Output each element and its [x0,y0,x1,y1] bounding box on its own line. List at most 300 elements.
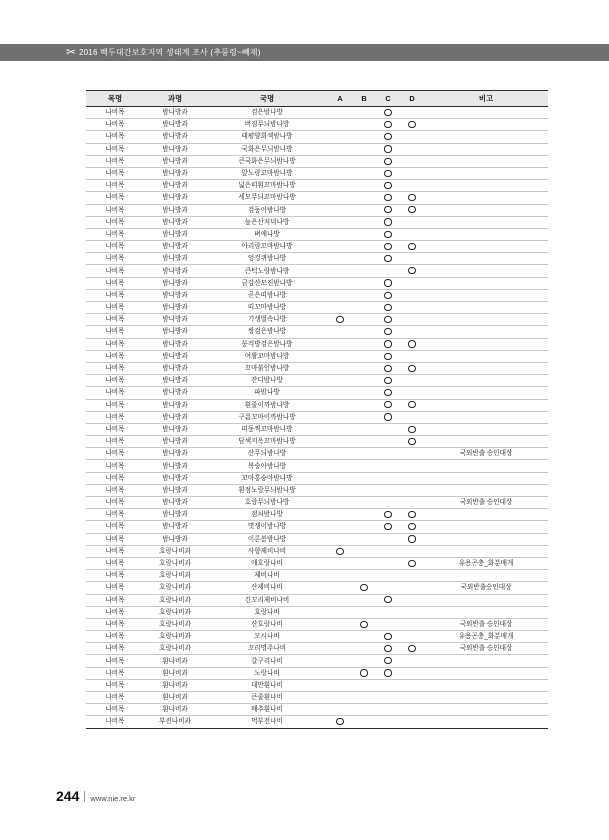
cell-species: 꼬마붉인밤나방 [206,362,328,374]
cell-species: 뭉걱방검은밤나방 [206,338,328,350]
cell-family: 밤나방과 [144,484,206,496]
cell-species: 큰국화은무늬밤나방 [206,155,328,167]
cell-note [424,131,548,143]
cell-mark-c [376,399,400,411]
mark-circle [336,316,343,323]
cell-mark-b [352,497,376,509]
mark-circle [408,267,415,274]
cell-family: 흰나비과 [144,655,206,667]
table-row [86,679,548,691]
cell-mark-c [376,582,400,594]
cell-mark-a [328,399,352,411]
cell-order: 나비목 [86,582,144,594]
mark-circle [384,158,391,165]
cell-mark-a [328,448,352,460]
cell-mark-b [352,594,376,606]
cell-mark-a [328,557,352,569]
mark-circle [408,365,415,372]
cell-mark-b [352,143,376,155]
cell-family: 밤나방과 [144,204,206,216]
mark-circle [384,328,391,335]
cell-mark-c [376,436,400,448]
cell-mark-b [352,484,376,496]
cell-mark-b [352,253,376,265]
cell-order: 나비목 [86,679,144,691]
cell-family: 밤나방과 [144,265,206,277]
cell-family: 밤나방과 [144,131,206,143]
cell-order: 나비목 [86,655,144,667]
cell-species: 꼬마홍숭아밤나방 [206,472,328,484]
cell-mark-b [352,448,376,460]
cell-family: 밤나방과 [144,253,206,265]
cell-mark-b [352,107,376,119]
cell-species: 띠꼬마밤나방 [206,302,328,314]
cell-mark-c [376,557,400,569]
cell-family: 흰나비과 [144,679,206,691]
cell-mark-b [352,119,376,131]
cell-order: 나비목 [86,594,144,606]
cell-order: 나비목 [86,643,144,655]
cell-note [424,167,548,179]
cell-mark-c [376,692,400,704]
cell-family: 호랑나비과 [144,570,206,582]
mark-circle [384,304,391,311]
cell-mark-a [328,277,352,289]
cell-mark-b [352,606,376,618]
cell-mark-d [400,716,424,728]
mark-circle [384,231,391,238]
table-row [86,423,548,435]
cell-species: 산호랑나비 [206,618,328,630]
cell-order: 나비목 [86,350,144,362]
cell-mark-c [376,107,400,119]
cell-mark-d [400,582,424,594]
cell-order: 나비목 [86,448,144,460]
cell-mark-c [376,448,400,460]
cell-mark-d [400,228,424,240]
cell-species: 잔디밤나방 [206,375,328,387]
cell-order: 나비목 [86,119,144,131]
column-header-species: 국명 [206,91,328,107]
cell-mark-b [352,533,376,545]
cell-mark-a [328,314,352,326]
cell-order: 나비목 [86,155,144,167]
cell-species: 큰줄흰나비 [206,692,328,704]
slash-icon: ✂ [66,45,77,59]
cell-order: 나비목 [86,545,144,557]
cell-mark-c [376,618,400,630]
cell-mark-d [400,253,424,265]
cell-order: 나비목 [86,387,144,399]
cell-family: 호랑나비과 [144,606,206,618]
table-row [86,289,548,301]
cell-species: 배추흰나비 [206,704,328,716]
table-row [86,143,548,155]
cell-species: 몃쟁이밤나방 [206,521,328,533]
mark-circle [360,621,367,628]
cell-mark-c [376,716,400,728]
cell-mark-d [400,387,424,399]
cell-mark-a [328,679,352,691]
cell-mark-d [400,557,424,569]
cell-mark-a [328,667,352,679]
mark-circle [384,218,391,225]
cell-mark-d [400,180,424,192]
cell-mark-c [376,423,400,435]
cell-species: 제비나비 [206,570,328,582]
cell-note [424,375,548,387]
cell-order: 나비목 [86,338,144,350]
table-row [86,180,548,192]
cell-mark-a [328,180,352,192]
cell-mark-c [376,265,400,277]
table-row [86,192,548,204]
cell-mark-a [328,302,352,314]
cell-mark-b [352,692,376,704]
cell-mark-a [328,253,352,265]
cell-mark-c [376,472,400,484]
cell-mark-d [400,143,424,155]
cell-mark-b [352,350,376,362]
cell-note [424,399,548,411]
footer-divider [84,791,85,802]
mark-circle [336,548,343,555]
cell-family: 밤나방과 [144,167,206,179]
cell-mark-a [328,509,352,521]
cell-mark-c [376,228,400,240]
cell-species: 갈구리나비 [206,655,328,667]
cell-order: 나비목 [86,143,144,155]
cell-mark-d [400,107,424,119]
column-header-order: 목명 [86,91,144,107]
cell-species: 흰점노랑무늬밤나방 [206,484,328,496]
mark-circle [336,718,343,725]
mark-circle [384,170,391,177]
cell-family: 밤나방과 [144,277,206,289]
cell-order: 나비목 [86,326,144,338]
mark-circle [408,645,415,652]
cell-mark-d [400,326,424,338]
table-row [86,472,548,484]
cell-mark-c [376,533,400,545]
table-row [86,277,548,289]
cell-mark-a [328,472,352,484]
cell-mark-d [400,350,424,362]
cell-mark-b [352,667,376,679]
cell-mark-b [352,436,376,448]
cell-note [424,302,548,314]
cell-family: 밤나방과 [144,399,206,411]
cell-species: 파밤나방 [206,387,328,399]
cell-mark-b [352,155,376,167]
cell-mark-a [328,131,352,143]
cell-species: 버짐무늬밤나방 [206,119,328,131]
cell-species: 이른봄밤나방 [206,533,328,545]
cell-mark-b [352,131,376,143]
cell-family: 밤나방과 [144,107,206,119]
cell-mark-b [352,302,376,314]
mark-circle [408,194,415,201]
cell-mark-c [376,338,400,350]
cell-mark-b [352,679,376,691]
cell-species: 금강산모진밤나방 [206,277,328,289]
cell-mark-b [352,655,376,667]
cell-species: 국화은무늬밤나방 [206,143,328,155]
mark-circle [360,669,367,676]
cell-family: 호랑나비과 [144,545,206,557]
cell-mark-a [328,167,352,179]
cell-mark-a [328,375,352,387]
cell-mark-c [376,241,400,253]
cell-family: 밤나방과 [144,119,206,131]
cell-order: 나비목 [86,618,144,630]
cell-mark-d [400,460,424,472]
cell-note [424,107,548,119]
cell-species: 흰줄이까밤나방 [206,399,328,411]
cell-note [424,277,548,289]
cell-mark-c [376,497,400,509]
cell-species: 긴꼬리제비나비 [206,594,328,606]
mark-circle [384,353,391,360]
table-row [86,375,548,387]
cell-order: 나비목 [86,521,144,533]
cell-mark-a [328,631,352,643]
cell-mark-d [400,594,424,606]
table-row [86,399,548,411]
cell-mark-b [352,509,376,521]
cell-family: 밤나방과 [144,350,206,362]
cell-note [424,472,548,484]
table-header-row [86,91,548,107]
cell-note [424,289,548,301]
cell-mark-d [400,521,424,533]
cell-family: 흰나비과 [144,704,206,716]
mark-circle [408,121,415,128]
cell-mark-d [400,167,424,179]
cell-note [424,704,548,716]
cell-mark-b [352,716,376,728]
cell-order: 나비목 [86,375,144,387]
table-row [86,618,548,630]
cell-order: 나비목 [86,302,144,314]
mark-circle [384,633,391,640]
cell-mark-d [400,277,424,289]
cell-mark-d [400,667,424,679]
cell-order: 나비목 [86,180,144,192]
cell-mark-c [376,119,400,131]
cell-family: 밤나방과 [144,241,206,253]
cell-species: 검은밤나방 [206,107,328,119]
cell-mark-d [400,606,424,618]
cell-mark-a [328,387,352,399]
cell-note [424,716,548,728]
cell-mark-b [352,326,376,338]
species-table [86,90,548,729]
cell-species: 벼애나방 [206,228,328,240]
cell-note [424,570,548,582]
cell-species: 여왕꼬마밤나방 [206,350,328,362]
mark-circle [384,255,391,262]
cell-order: 나비목 [86,423,144,435]
cell-species: 검둥이밤나방 [206,204,328,216]
cell-species: 대만흰나비 [206,679,328,691]
cell-mark-c [376,216,400,228]
cell-family: 밤나방과 [144,228,206,240]
cell-mark-d [400,545,424,557]
cell-family: 밤나방과 [144,387,206,399]
cell-mark-b [352,460,376,472]
cell-mark-c [376,521,400,533]
cell-mark-c [376,326,400,338]
cell-order: 나비목 [86,667,144,679]
cell-note [424,545,548,557]
table-row [86,131,548,143]
cell-mark-c [376,667,400,679]
cell-mark-b [352,289,376,301]
cell-mark-a [328,692,352,704]
mark-circle [360,584,367,591]
cell-family: 밤나방과 [144,180,206,192]
cell-species: 쌍검은밤나방 [206,326,328,338]
table-row [86,302,548,314]
cell-family: 밤나방과 [144,436,206,448]
cell-note: 유용곤충_화분매개 [424,557,548,569]
cell-mark-d [400,472,424,484]
cell-mark-b [352,472,376,484]
column-header-family: 과명 [144,91,206,107]
cell-mark-d [400,704,424,716]
cell-mark-b [352,570,376,582]
cell-mark-d [400,338,424,350]
cell-family: 밤나방과 [144,460,206,472]
table-row [86,387,548,399]
mark-circle [384,523,391,530]
cell-mark-c [376,204,400,216]
cell-species: 곧은띠밤나방 [206,289,328,301]
cell-note [424,192,548,204]
cell-mark-d [400,204,424,216]
cell-mark-c [376,411,400,423]
cell-mark-d [400,155,424,167]
cell-family: 밤나방과 [144,472,206,484]
cell-mark-a [328,192,352,204]
cell-mark-b [352,399,376,411]
table-row [86,631,548,643]
mark-circle [384,401,391,408]
column-header-b: B [352,91,376,107]
cell-mark-c [376,570,400,582]
cell-mark-a [328,704,352,716]
cell-mark-d [400,509,424,521]
cell-order: 나비목 [86,716,144,728]
cell-species: 구름꼬마이까밤나방 [206,411,328,423]
cell-family: 밤나방과 [144,375,206,387]
table-row [86,557,548,569]
cell-mark-d [400,436,424,448]
cell-mark-c [376,155,400,167]
mark-circle [408,560,415,567]
cell-note [424,423,548,435]
table-row [86,167,548,179]
cell-family: 흰나비과 [144,692,206,704]
mark-circle [384,145,391,152]
cell-mark-a [328,326,352,338]
cell-mark-d [400,484,424,496]
cell-mark-a [328,204,352,216]
cell-mark-c [376,679,400,691]
mark-circle [408,340,415,347]
cell-mark-c [376,594,400,606]
cell-mark-c [376,143,400,155]
cell-species: 산무늬밤나방 [206,448,328,460]
table-row [86,509,548,521]
species-table-body [86,107,548,729]
cell-mark-a [328,582,352,594]
table-row [86,228,548,240]
cell-species: 애호랑나비 [206,557,328,569]
cell-mark-d [400,265,424,277]
cell-mark-a [328,484,352,496]
cell-mark-b [352,631,376,643]
cell-mark-d [400,618,424,630]
mark-circle [408,243,415,250]
cell-family: 밤나방과 [144,411,206,423]
cell-family: 밤나방과 [144,302,206,314]
cell-mark-b [352,521,376,533]
table-row [86,643,548,655]
cell-family: 밤나방과 [144,314,206,326]
cell-order: 나비목 [86,411,144,423]
cell-mark-d [400,192,424,204]
cell-mark-a [328,423,352,435]
mark-circle [384,279,391,286]
cell-mark-b [352,375,376,387]
cell-mark-a [328,436,352,448]
table-row [86,570,548,582]
cell-species: 산제비나비 [206,582,328,594]
mark-circle [384,109,391,116]
cell-note: 유용곤충_화분매개 [424,631,548,643]
cell-note [424,216,548,228]
cell-order: 나비목 [86,606,144,618]
cell-family: 호랑나비과 [144,557,206,569]
cell-mark-a [328,119,352,131]
cell-note [424,326,548,338]
footer-url: www.nie.re.kr [90,794,136,803]
cell-mark-b [352,180,376,192]
cell-note [424,314,548,326]
cell-family: 밤나방과 [144,423,206,435]
cell-order: 나비목 [86,497,144,509]
table-row [86,107,548,119]
cell-order: 나비목 [86,265,144,277]
cell-order: 나비목 [86,277,144,289]
mark-circle [384,243,391,250]
mark-circle [384,340,391,347]
cell-mark-d [400,692,424,704]
cell-mark-d [400,289,424,301]
mark-circle [384,596,391,603]
table-row [86,253,548,265]
cell-mark-a [328,350,352,362]
mark-circle [384,316,391,323]
cell-family: 밤나방과 [144,497,206,509]
cell-mark-b [352,387,376,399]
cell-mark-c [376,192,400,204]
cell-mark-d [400,679,424,691]
cell-family: 밤나방과 [144,192,206,204]
mark-circle [408,523,415,530]
